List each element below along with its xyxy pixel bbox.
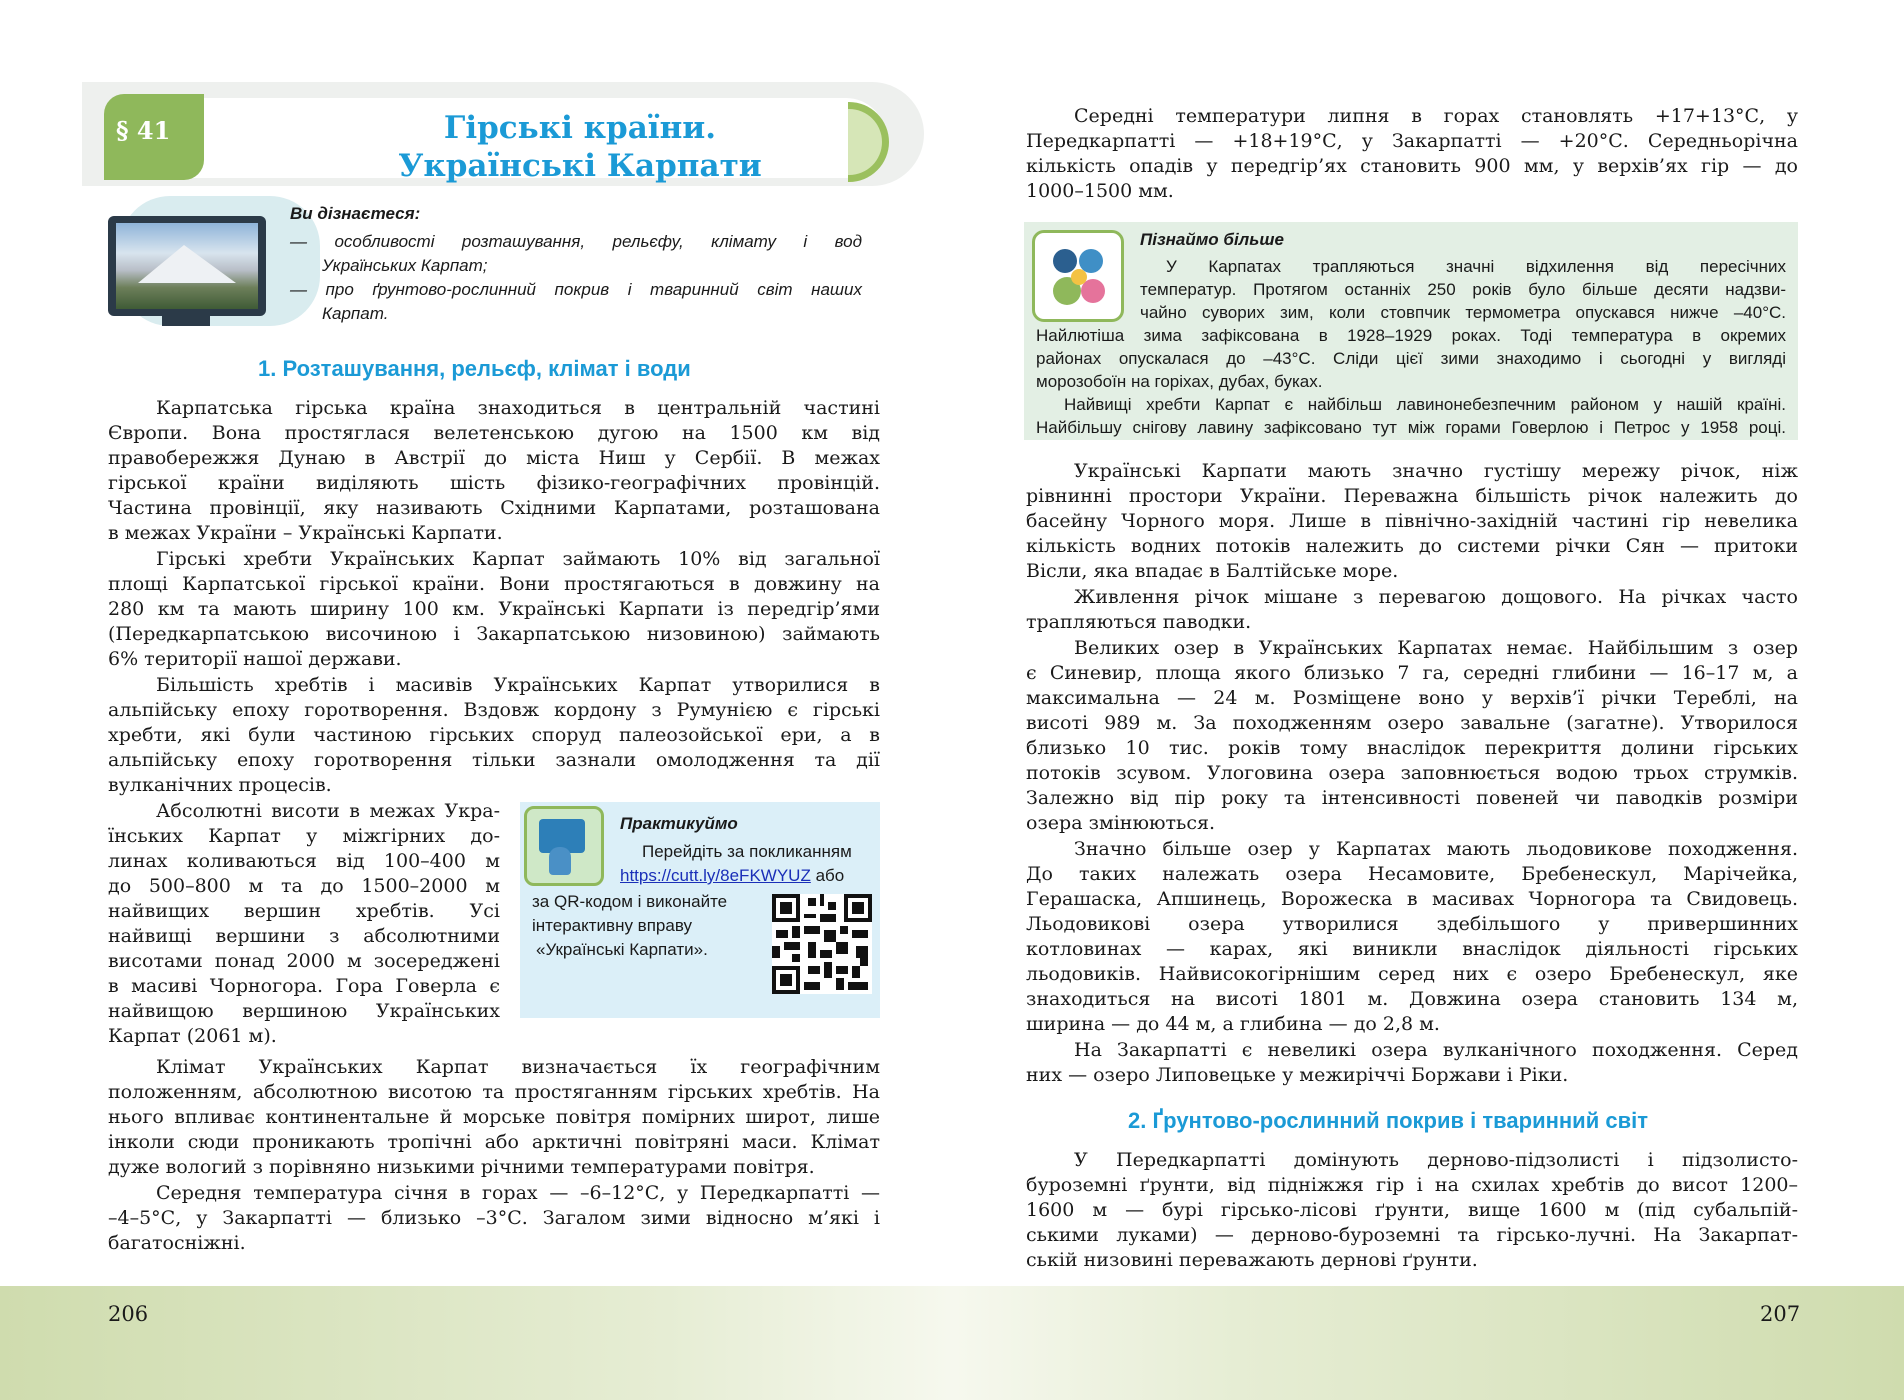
page-title-line2: Українські Карпати: [398, 148, 762, 184]
page-number-right: 207: [1760, 1302, 1801, 1326]
text-line: рівнинні простори України. Переважна більшість річок належить до: [1026, 485, 1798, 507]
text-line: максимальна — 24 м. Розміщене воно у верхів’ї річки Тереблі, на: [1026, 687, 1798, 709]
text-line: до 500–800 м та до 1500–2000 м: [108, 875, 500, 897]
text-line: озера змінюються.: [1026, 812, 1216, 834]
text-line: льодовиків. Найвисокогірнішим серед них є озеро Бребенескул, яке: [1026, 963, 1798, 985]
page-footer-band: [0, 1286, 1904, 1400]
text-line: них — озеро Липовецьке у межиріччі Боржави і Ріки.: [1026, 1064, 1569, 1086]
text-line: 280 км та мають ширину 100 км. Українські Карпати із передгір’ями: [108, 598, 880, 620]
practice-link[interactable]: https://cutt.ly/8eFKWYUZ: [620, 866, 811, 885]
page-number-left: 206: [108, 1302, 149, 1326]
learn-item: — про ґрунтово-рослинний покрив і тваринний світ наших: [290, 280, 862, 299]
text-line: їнських Карпат у міжгірних до-: [108, 825, 500, 847]
know-more-title: Пізнаймо більше: [1140, 230, 1284, 249]
paragraph-number: § 41: [116, 116, 171, 145]
text-line: дуже вологий з порівняно низькими річними температурами повітря.: [108, 1156, 815, 1178]
text-line: найвищих вершин хребтів. Усі: [108, 900, 500, 922]
text-line: альпійську епоху горотворення тільки зазнали омолодження та дії: [108, 749, 880, 771]
monitor-stand-icon: [162, 316, 210, 326]
text-line: Середні температури липня в горах становлять +17+13°С, у: [1074, 105, 1798, 127]
practice-text: Перейдіть за покликанням: [642, 842, 852, 861]
text-line: Європи. Вона простяглася велетенською дугою на 1500 км від: [108, 422, 880, 444]
practice-text: інтерактивну вправу: [532, 916, 692, 935]
text-line: Середня температура січня в горах — –6–12°С, у Передкарпатті —: [156, 1182, 880, 1204]
text-line: Живлення річок мішане з перевагою дощового. На річках часто: [1074, 586, 1798, 608]
text-line: найвищі вершини з абсолютними: [108, 925, 500, 947]
text-line: хребти, які були частиною гірських споруд палеозойської ери, а в: [108, 724, 880, 746]
practice-text: або: [815, 866, 845, 885]
know-more-line: чайно суворих зим, коли стовпчик термометра опускався нижче –40°С.: [1140, 303, 1786, 322]
text-line: Гірські хребти Українських Карпат займають 10% від загальної: [156, 548, 880, 570]
text-line: вулканічних процесів.: [108, 774, 332, 796]
text-line: ськими луками) — дерново-буроземні та гірсько-лучні. На Закарпат-: [1026, 1224, 1798, 1246]
text-line: найвищою вершиною Українських: [108, 1000, 500, 1022]
learn-title: Ви дізнаєтеся:: [290, 204, 421, 223]
monitor-icon: [108, 216, 266, 316]
text-line: Частина провінції, яку називають Східними Карпатами, розташована: [108, 497, 880, 519]
text-line: Абсолютні висоти в межах Укра-: [156, 800, 500, 822]
text-line: До таких належать озера Несамовите, Бребенескул, Марічейка,: [1026, 863, 1798, 885]
practice-title: Практикуймо: [620, 814, 738, 833]
text-line: Герашаска, Апшинець, Ворожеска в масивах Чорногора та Свидовець.: [1026, 888, 1798, 910]
text-line: Залежно від пір року та інтенсивності повеней чи паводків розміри: [1026, 787, 1798, 809]
know-more-line: Найвищі хребти Карпат є найбільш лавинонебезпечним районом у нашій країні.: [1064, 395, 1786, 414]
practice-text: за QR-кодом і виконайте: [532, 892, 728, 911]
section-1-title: 1. Розташування, рельєф, клімат і води: [258, 356, 691, 381]
know-more-line: Найбільшу снігову лавину зафіксовано тут між горами Говерлою і Петрос у 1958 році.: [1036, 418, 1786, 437]
text-line: гірської країни виділяють шість фізико-географічних провінцій.: [108, 472, 880, 494]
text-line: нього впливає континентальне й морське повітря помірних широт, лише: [108, 1106, 880, 1128]
text-line: котловинах — карах, які виникли внаслідок діяльності гірських: [1026, 938, 1798, 960]
text-line: Великих озер в Українських Карпатах немає. Найбільшим з озер: [1074, 637, 1798, 659]
text-line: Значно більше озер у Карпатах мають льодовикове походження.: [1074, 838, 1798, 860]
text-line: кількість опадів у передгір’ях становить 900 мм, у верхів’ях гір — до: [1026, 155, 1798, 177]
text-line: У Передкарпатті домінують дерново-підзолисті і підзолисто-: [1074, 1149, 1798, 1171]
text-line: положенням, абсолютною висотою та простяганням гірських хребтів. На: [108, 1081, 880, 1103]
text-line: 6% території нашої держави.: [108, 648, 402, 670]
section-2-title: 2. Ґрунтово-рослинний покрив і тваринний світ: [1128, 1108, 1648, 1133]
text-line: в масиві Чорногора. Гора Говерла є: [108, 975, 500, 997]
page-title-line1: Гірські країни.: [443, 110, 717, 146]
text-line: 1000–1500 мм.: [1026, 180, 1174, 202]
know-more-line: морозобоїн на горіхах, дубах, буках.: [1036, 372, 1323, 391]
practice-text: «Українські Карпати».: [536, 940, 708, 959]
text-line: Українські Карпати мають значно густішу мережу річок, ніж: [1074, 460, 1798, 482]
text-line: є Синевир, площа якого близько 7 га, середні глибини — 16–17 м, а: [1026, 662, 1798, 684]
text-line: Більшість хребтів і масивів Українських Карпат утворилися в: [156, 674, 880, 696]
text-line: буроземні ґрунти, від підніжжя гір і на схилах хребтів до висот 1200–: [1026, 1174, 1798, 1196]
text-line: знаходиться на висоті 1801 м. Довжина озера становить 134 м,: [1026, 988, 1798, 1010]
text-line: трапляються паводки.: [1026, 611, 1252, 633]
text-line: линах коливаються від 100–400 м: [108, 850, 500, 872]
tablet-touch-icon: [524, 806, 604, 886]
text-line: (Передкарпатською височиною і Закарпатською низовиною) займають: [108, 623, 880, 645]
text-line: Вісли, яка впадає в Балтійське море.: [1026, 560, 1399, 582]
people-puzzle-icon: [1032, 230, 1124, 322]
text-line: На Закарпатті є невеликі озера вулканічного походження. Серед: [1074, 1039, 1798, 1061]
qr-code-icon[interactable]: [772, 894, 872, 994]
text-line: правобережжя Дунаю в Австрії до міста Ниш у Сербії. В межах: [108, 447, 880, 469]
text-line: кількість водних потоків належить до системи річки Сян — притоки: [1026, 535, 1798, 557]
text-line: Клімат Українських Карпат визначається їх географічним: [156, 1056, 880, 1078]
hand-pointer-icon: [549, 847, 571, 875]
know-more-line: температур. Протягом останніх 250 років було більше десяти надзви-: [1140, 280, 1786, 299]
text-line: ській низовині переважають дернові ґрунти.: [1026, 1249, 1478, 1271]
text-line: інколи сюди проникають тропічні або арктичні повітряні маси. Клімат: [108, 1131, 880, 1153]
learn-item: — особливості розташування, рельєфу, клімату і вод: [290, 232, 862, 251]
text-line: альпійську епоху горотворення. Вздовж кордону з Румунією є гірські: [108, 699, 880, 721]
text-line: Передкарпатті — +18+19°С, у Закарпатті — +20°С. Середньорічна: [1026, 130, 1798, 152]
know-more-line: Найлютіша зима зафіксована в 1928–1929 роках. Тоді температура в окремих: [1036, 326, 1786, 345]
text-line: площі Карпатської гірської країни. Вони простягаються в довжину на: [108, 573, 880, 595]
learn-item: Карпат.: [322, 304, 389, 323]
know-more-line: районах опускалася до –43°С. Сліди цієї зими знаходимо і сьогодні у вигляді: [1036, 349, 1786, 368]
text-line: висоті 989 м. За походженням озеро завальне (загатне). Утворилося: [1026, 712, 1798, 734]
text-line: багатосніжні.: [108, 1232, 246, 1254]
text-line: басейну Чорного моря. Лише в північно-західній частині гір невелика: [1026, 510, 1798, 532]
text-line: близько 10 тис. років тому внаслідок перекриття долини гірських: [1026, 737, 1798, 759]
snow-peak-shape: [138, 245, 236, 283]
text-line: в межах України – Українські Карпати.: [108, 522, 503, 544]
text-line: потоків зсувом. Улоговина озера заповнюється водою трьох струмків.: [1026, 762, 1798, 784]
learn-item: Українських Карпат;: [322, 256, 488, 275]
text-line: Карпат (2061 м).: [108, 1025, 277, 1047]
text-line: –4–5°С, у Закарпатті — близько –3°С. Загалом зими відносно м’які і: [108, 1207, 880, 1229]
text-line: 1600 м — бурі гірсько-лісові ґрунти, вище 1600 м (під субальпій-: [1026, 1199, 1798, 1221]
know-more-line: У Карпатах трапляються значні відхилення від пересічних: [1166, 257, 1786, 276]
text-line: висотами понад 2000 м зосереджені: [108, 950, 500, 972]
text-line: ширина — до 44 м, а глибина — до 2,8 м.: [1026, 1013, 1440, 1035]
text-line: Льодовикові озера утворилися здебільшого у привершинних: [1026, 913, 1798, 935]
text-line: Карпатська гірська країна знаходиться в центральній частині: [156, 397, 880, 419]
mountain-photo: [116, 223, 258, 309]
